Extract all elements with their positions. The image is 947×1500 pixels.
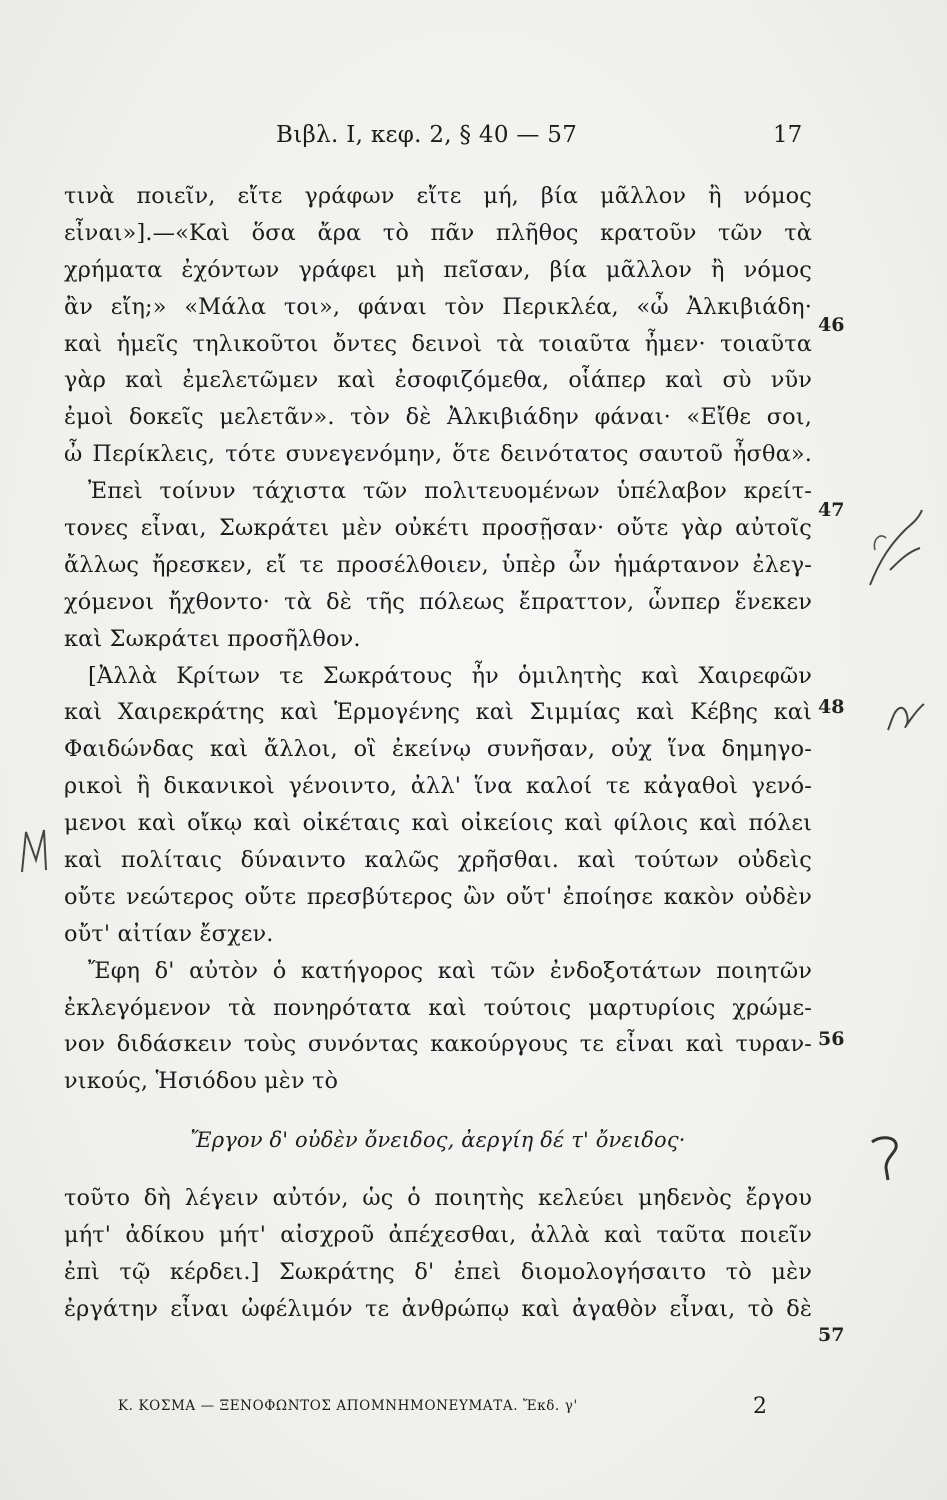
signature-mark: 2: [753, 1394, 767, 1419]
text-line: οὔτ' αἰτίαν ἔσχεν.: [64, 920, 274, 947]
handwritten-marginalia: [880, 680, 940, 740]
verse-quote: Ἔργον δ' οὐδὲν ὄνειδος, ἀεργίη δέ τ' ὄνειδος·: [190, 1128, 686, 1153]
text-line: [Ἀλλὰ Κρίτων τε Σωκράτους ἦν ὁμιλητὴς καὶ Χαιρεφῶν: [88, 662, 812, 689]
text-line: νον διδάσκειν τοὺς συνόντας κακούργους τε εἶναι καὶ τυραν-: [64, 1031, 812, 1058]
handwritten-marginalia: [16, 820, 56, 880]
text-line: καὶ πολίταις δύναιντο καλῶς χρῆσθαι. καὶ τούτων οὐδεὶς: [64, 847, 812, 874]
margin-section-number: 56: [818, 1028, 845, 1050]
margin-section-number: 47: [818, 499, 845, 521]
margin-section-number: 57: [818, 1324, 845, 1346]
text-line: ἐργάτην εἶναι ὠφέλιμόν τε ἀνθρώπῳ καὶ ἀγαθὸν εἶναι, τὸ δὲ: [64, 1295, 812, 1322]
text-line: χρήματα ἐχόντων γράφει μὴ πεῖσαν, βία μᾶλλον ἢ νόμος: [64, 256, 812, 283]
text-line: καὶ ἡμεῖς τηλικοῦτοι ὄντες δεινοὶ τὰ τοιαῦτα ἦμεν· τοιαῦτα: [64, 330, 812, 357]
text-line: ὦ Περίκλεις, τότε συνεγενόμην, ὅτε δεινότατος σαυτοῦ ἦσθα».: [64, 441, 812, 468]
page-number: 17: [773, 122, 803, 148]
text-line: τοῦτο δὴ λέγειν αὐτόν, ὡς ὁ ποιητὴς κελεύει μηδενὸς ἔργου: [64, 1185, 812, 1212]
text-line: ἐμοὶ δοκεῖς μελετᾶν». τὸν δὲ Ἀλκιβιάδην φάναι· «Εἴθε σοι,: [64, 404, 812, 431]
handwritten-marginalia: [860, 490, 940, 610]
text-line: εἶναι»].—«Καὶ ὅσα ἄρα τὸ πᾶν πλῆθος κρατοῦν τῶν τὰ: [64, 219, 812, 246]
text-line: ἂν εἴη;» «Μάλα τοι», φάναι τὸν Περικλέα, «ὦ Ἀλκιβιάδη·: [64, 293, 812, 320]
margin-section-number: 48: [818, 696, 845, 718]
text-line: οὔτε νεώτερος οὔτε πρεσβύτερος ὢν οὔτ' ἐποίησε κακὸν οὐδὲν: [64, 883, 812, 910]
text-line: ρικοὶ ἢ δικανικοὶ γένοιντο, ἀλλ' ἵνα καλοί τε κἀγαθοὶ γενό-: [64, 773, 812, 800]
text-line: καὶ Χαιρεκράτης καὶ Ἑρμογένης καὶ Σιμμίας καὶ Κέβης καὶ: [64, 699, 812, 726]
text-line: Φαιδώνδας καὶ ἄλλοι, οἳ ἐκείνῳ συνῆσαν, οὐχ ἵνα δημηγο-: [64, 736, 812, 763]
footer-imprint: Κ. ΚΟΣΜΑ — ΞΕΝΟΦΩΝΤΟΣ ΑΠΟΜΝΗΜΟΝΕΥΜΑΤΑ. Ἔκδ. γ': [118, 1398, 578, 1414]
text-line: χόμενοι ἤχθοντο· τὰ δὲ τῆς πόλεως ἔπραττον, ὧνπερ ἕνεκεν: [64, 588, 812, 615]
handwritten-marginalia: [864, 1128, 904, 1188]
text-line: καὶ Σωκράτει προσῆλθον.: [64, 625, 361, 652]
text-line: ἐκλεγόμενον τὰ πονηρότατα καὶ τούτοις μαρτυρίοις χρώμε-: [64, 994, 812, 1021]
text-line: νικούς, Ἡσιόδου μὲν τὸ: [64, 1068, 339, 1095]
running-title: Βιβλ. Ι, κεφ. 2, § 40 — 57: [276, 122, 578, 148]
text-line: ἐπὶ τῷ κέρδει.] Σωκράτης δ' ἐπεὶ διομολογήσαιτο τὸ μὲν: [64, 1259, 812, 1286]
text-line: ἄλλως ἤρεσκεν, εἴ τε προσέλθοιεν, ὑπὲρ ὧν ἡμάρτανον ἐλεγ-: [64, 551, 812, 578]
text-line: γὰρ καὶ ἐμελετῶμεν καὶ ἐσοφιζόμεθα, οἷάπερ καὶ σὺ νῦν: [64, 367, 812, 394]
text-line: Ἐπεὶ τοίνυν τάχιστα τῶν πολιτευομένων ὑπέλαβον κρείτ-: [88, 478, 812, 505]
running-header: [0, 122, 947, 162]
text-line: μενοι καὶ οἴκῳ καὶ οἰκέταις καὶ οἰκείοις καὶ φίλοις καὶ πόλει: [64, 810, 812, 837]
text-line: τινὰ ποιεῖν, εἴτε γράφων εἴτε μή, βία μᾶλλον ἢ νόμος: [64, 183, 812, 209]
margin-section-number: 46: [818, 314, 845, 336]
text-body: [64, 178, 812, 1328]
text-line: τονες εἶναι, Σωκράτει μὲν οὐκέτι προσῇσαν· οὔτε γὰρ αὐτοῖς: [64, 515, 812, 542]
text-line: μήτ' ἀδίκου μήτ' αἰσχροῦ ἀπέχεσθαι, ἀλλὰ καὶ ταῦτα ποιεῖν: [64, 1222, 812, 1249]
text-line: Ἔφη δ' αὐτὸν ὁ κατήγορος καὶ τῶν ἐνδοξοτάτων ποιητῶν: [88, 957, 812, 984]
page-footer: [0, 1394, 947, 1424]
